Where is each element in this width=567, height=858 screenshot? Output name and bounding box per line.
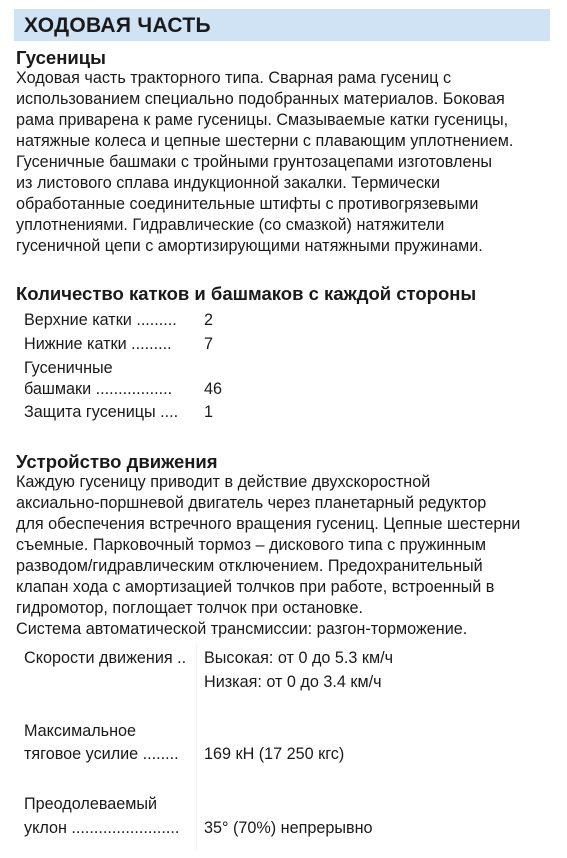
grade-label-line2: уклон ........................ [24,819,180,837]
paragraph-line: съемные. Парковочный тормоз – дискового типа с пружинным [16,536,487,554]
grade-label-line1: Преодолеваемый [24,795,158,813]
travel-paragraph [16,472,556,640]
paragraph-line: аксиально-поршневой двигатель через планетарный редуктор [16,494,487,512]
travel-heading: Устройство движения [16,451,218,472]
paragraph-line: Гусеничные башмаки с тройными грунтозацепами изготовлены [16,153,493,171]
paragraph-line: использованием специально подобранных материалов. Боковая [16,90,505,108]
tracks-heading: Гусеницы [16,47,106,68]
spec-label: Защита гусеницы .... [24,403,179,421]
speed-label: Скорости движения .. [24,649,187,667]
spec-label: башмаки ................. [24,380,173,398]
speed-high-value: Высокая: от 0 до 5.3 км/ч [204,649,394,667]
paragraph-line: Система автоматической трансмиссии: разгон-торможение. [16,620,468,638]
spec-value: 46 [204,380,223,398]
paragraph-line: для обеспечения встречного вращения гусениц. Цепные шестерни [16,515,521,533]
spec-label: Верхние катки ......... [24,311,177,329]
paragraph-line: из листового сплава индукционной закалки. Термически [16,174,441,192]
paragraph-line: гусеничной цепи с амортизирующими натяжными пружинами. [16,237,483,255]
rollers-heading: Количество катков и башмаков с каждой стороны [16,283,477,304]
grade-value: 35° (70%) непрерывно [204,819,373,837]
paragraph-line: рама приварена к раме гусеницы. Смазываемые катки гусеницы, [16,111,509,129]
speed-low-value: Низкая: от 0 до 3.4 км/ч [204,673,382,691]
paragraph-line: обработанные соединительные штифты с противогрязевыми [16,195,479,213]
paragraph-line: Каждую гусеницу приводит в действие двухскоростной [16,473,431,491]
spec-label: Нижние катки ......... [24,335,172,353]
spec-label: Гусеничные [24,359,113,377]
tracks-paragraph [16,68,556,257]
paragraph-line: уплотнениями. Гидравлические (со смазкой) натяжители [16,216,445,234]
paragraph-line: Ходовая часть тракторного типа. Сварная рама гусениц с [16,69,452,87]
spec-value: 7 [204,335,214,353]
paragraph-line: клапан хода с амортизацией толчков при работе, встроенный в [16,578,495,596]
spec-value: 1 [204,403,214,421]
page-title: ХОДОВАЯ ЧАСТЬ [24,14,211,37]
paragraph-line: гидромотор, поглощает толчок при остановке. [16,599,363,617]
drawbar-label-line2: тяговое усилие ........ [24,745,179,763]
drawbar-value: 169 кН (17 250 кгс) [204,745,345,763]
paragraph-line: натяжные колеса и цепные шестерни с плавающим уплотнением. [16,132,514,150]
spec-value: 2 [204,311,214,329]
drawbar-label-line1: Максимальное [24,722,137,740]
column-divider [196,644,197,850]
paragraph-line: разводом/гидравлическим отключением. Предохранительный [16,557,483,575]
